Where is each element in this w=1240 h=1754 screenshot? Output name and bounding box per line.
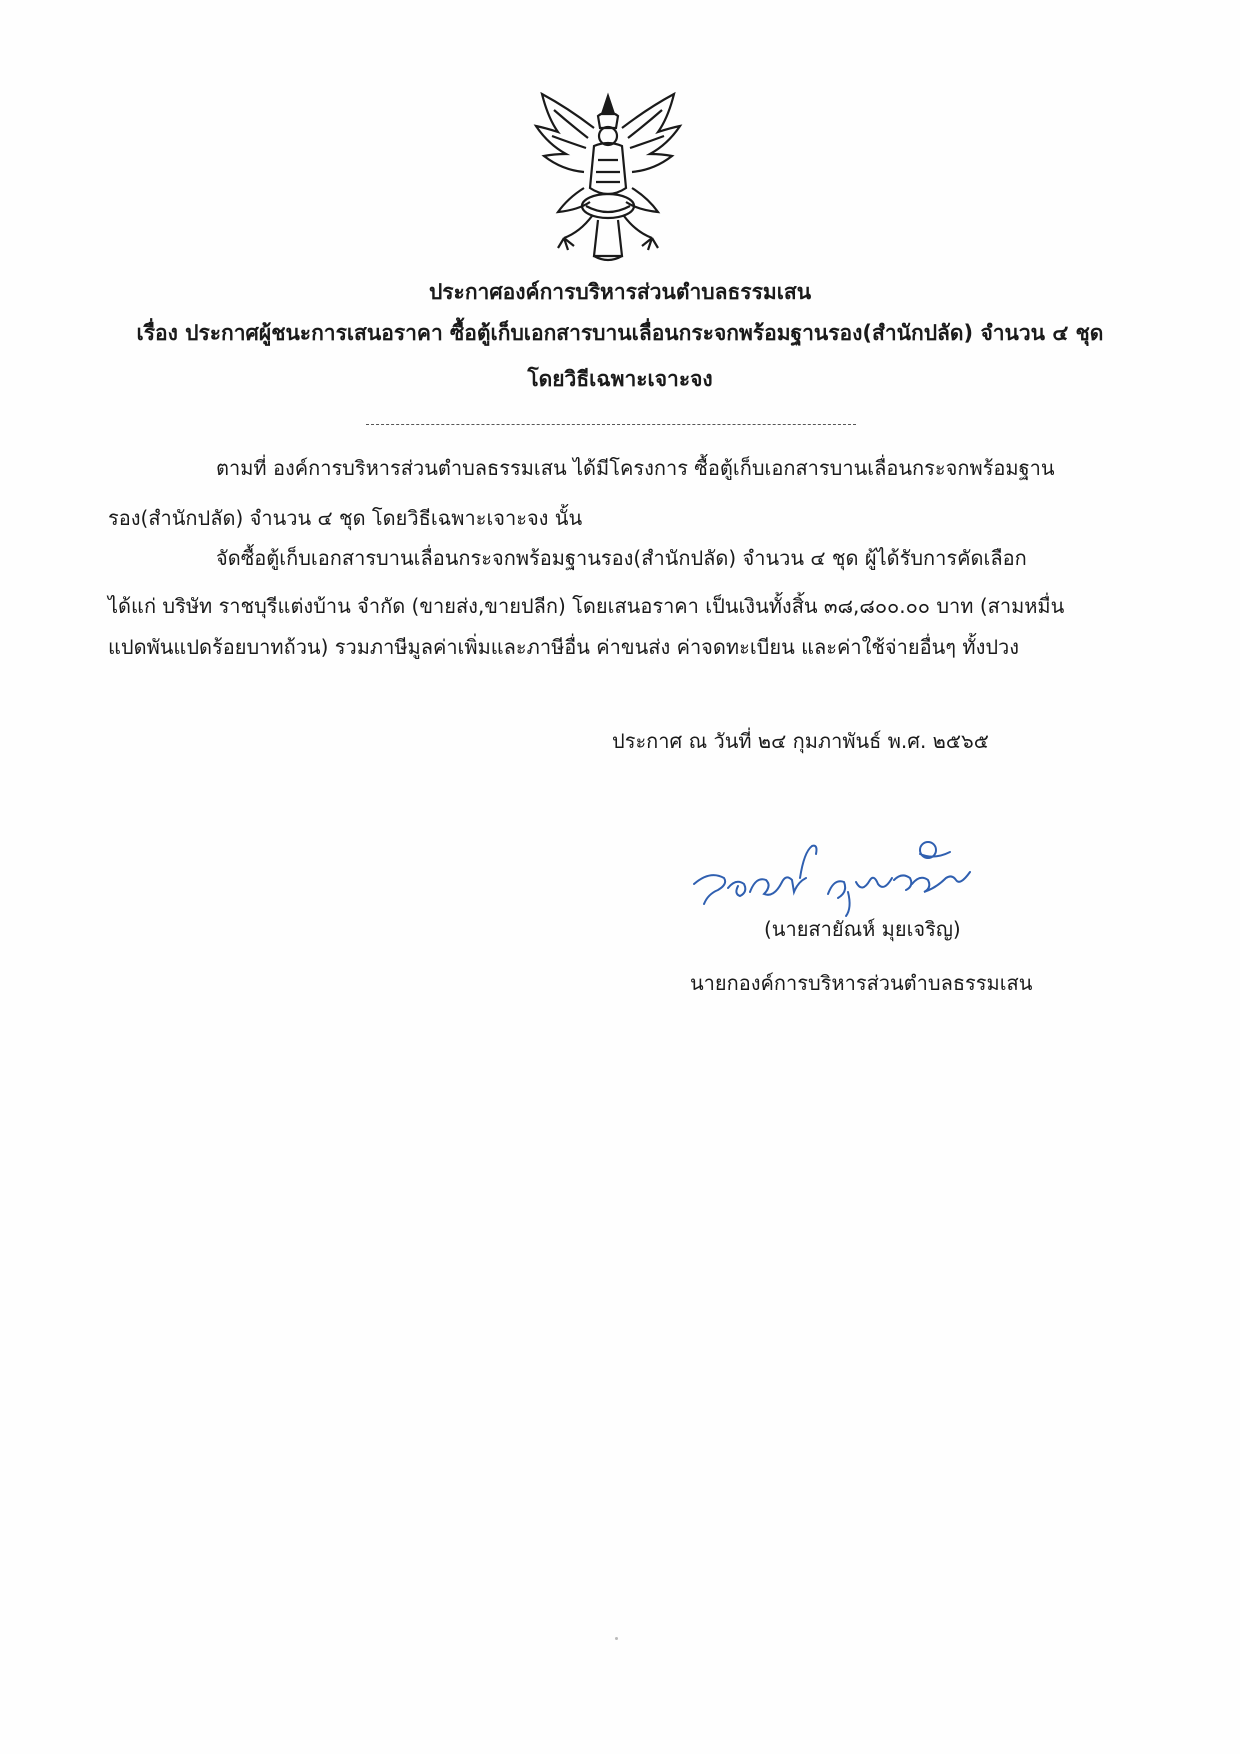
- paragraph-1-line-1: ตามที่ องค์การบริหารส่วนตำบลธรรมเสน ได้มีโครงการ ซื้อตู้เก็บเอกสารบานเลื่อนกระจกพร้อมฐาน: [216, 456, 1055, 480]
- document-subject-line-2: โดยวิธีเฉพาะเจาะจง: [527, 367, 713, 391]
- announcement-date: ประกาศ ณ วันที่ ๒๔ กุมภาพันธ์ พ.ศ. ๒๕๖๕: [612, 729, 989, 753]
- signatory-name: (นายสายัณห์ มุยเจริญ): [764, 917, 961, 941]
- paragraph-1-line-2: รอง(สำนักปลัด) จำนวน ๔ ชุด โดยวิธีเฉพาะเจาะจง นั้น: [108, 506, 583, 530]
- paragraph-2-line-3: แปดพันแปดร้อยบาทถ้วน) รวมภาษีมูลค่าเพิ่มและภาษีอื่น ค่าขนส่ง ค่าจดทะเบียน และค่าใช้จ่ายอื่นๆ ทั้งปวง: [108, 635, 1020, 659]
- header-divider: [366, 424, 856, 425]
- signatory-position: นายกองค์การบริหารส่วนตำบลธรรมเสน: [690, 971, 1033, 995]
- paragraph-2-line-2: ได้แก่ บริษัท ราชบุรีแต่งบ้าน จำกัด (ขายส่ง,ขายปลีก) โดยเสนอราคา เป็นเงินทั้งสิ้น ๓๘,๘๐๐.๐๐ บาท (สามหมื่น: [108, 594, 1065, 618]
- document-title: ประกาศองค์การบริหารส่วนตำบลธรรมเสน: [428, 280, 812, 304]
- garuda-emblem-icon: [528, 88, 688, 263]
- handwritten-signature: [688, 822, 988, 922]
- paragraph-2-line-1: จัดซื้อตู้เก็บเอกสารบานเลื่อนกระจกพร้อมฐานรอง(สำนักปลัด) จำนวน ๔ ชุด ผู้ได้รับการคัดเลือก: [216, 546, 1027, 570]
- document-subject-line-1: เรื่อง ประกาศผู้ชนะการเสนอราคา ซื้อตู้เก็บเอกสารบานเลื่อนกระจกพร้อมฐานรอง(สำนักปลัด) จำนวน ๔ ชุด: [136, 321, 1104, 345]
- scan-speck: [615, 1637, 618, 1640]
